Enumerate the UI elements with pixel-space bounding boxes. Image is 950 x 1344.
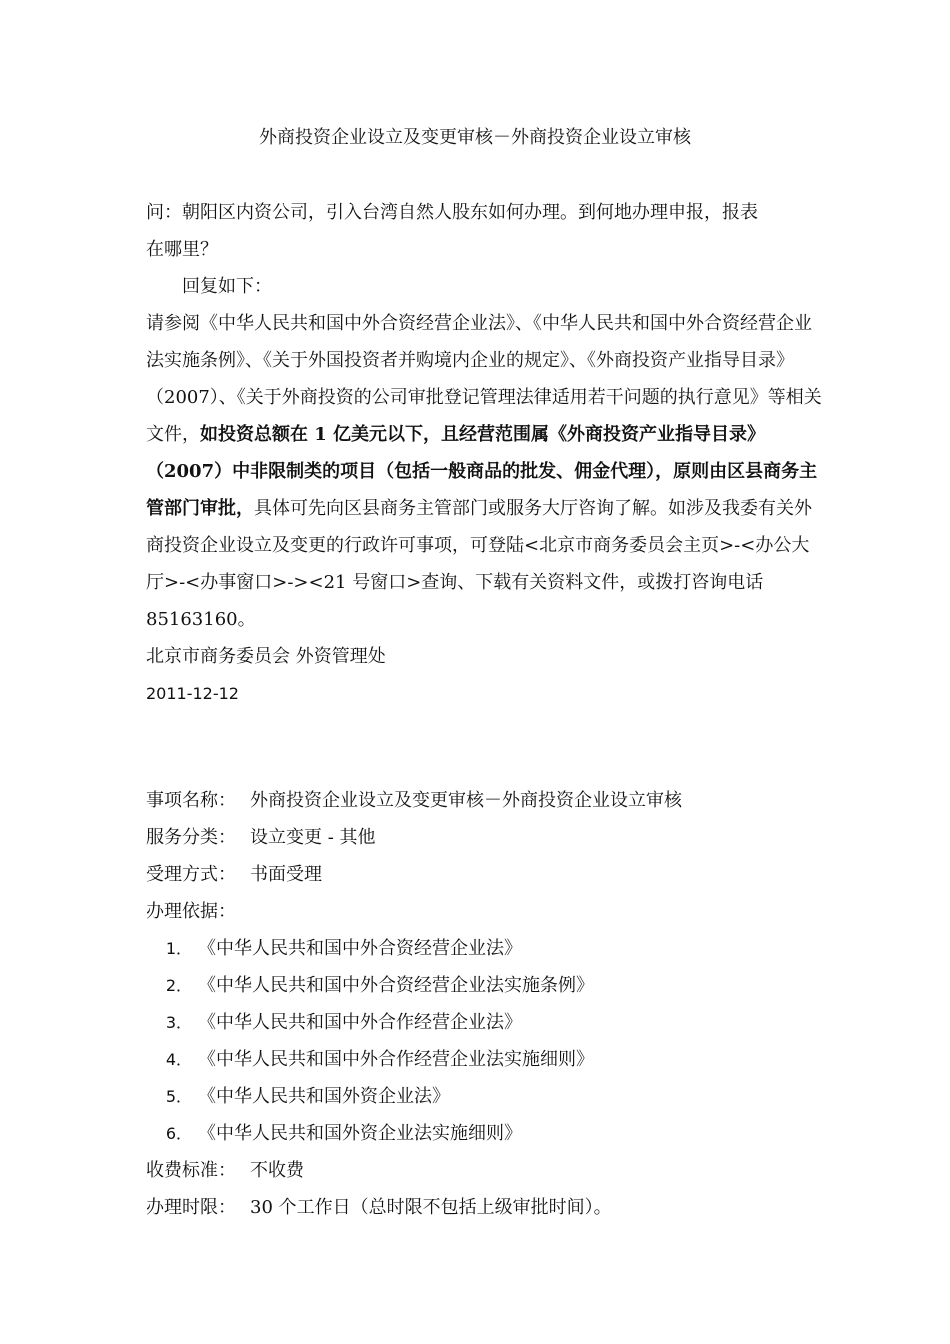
question-line-2: 在哪里？: [146, 239, 218, 260]
question-line-1: 问：朝阳区内资公司，引入台湾自然人股东如何办理。到何地办理申报，报表: [146, 202, 758, 223]
document-title: 外商投资企业设立及变更审核－外商投资企业设立审核: [259, 127, 691, 148]
qa-section: [146, 194, 826, 712]
list-item: [146, 1041, 826, 1078]
fee-value: 不收费: [250, 1160, 304, 1181]
list-item-text: 《中华人民共和国外资企业法》: [198, 1086, 450, 1107]
list-item-number: 1．: [165, 939, 192, 958]
answer-text-2: 具体可先向区县商务主管部门或服务大厅咨询了解。如涉及我委有关外商投资企业设立及变更的行政许可事项，可登陆<北京市商务委员会主页>-<办公大厅>-<办事窗口>-><21 号窗口>查询、下载有关资料文件，或拨打咨询电话 85163160。: [146, 498, 812, 630]
list-item-text: 《中华人民共和国中外合作经营企业法实施细则》: [198, 1049, 594, 1070]
list-item: [146, 1115, 826, 1152]
item-name-row: [146, 782, 826, 819]
list-item-number: 6．: [165, 1124, 192, 1143]
list-item: [146, 1078, 826, 1115]
list-item-number: 3．: [165, 1013, 192, 1032]
date: 2011-12-12: [146, 684, 239, 703]
list-item: [146, 930, 826, 967]
basis-row: [146, 893, 826, 930]
list-item: [146, 967, 826, 1004]
list-item-text: 《中华人民共和国中外合作经营企业法》: [198, 1012, 522, 1033]
fee-row: [146, 1152, 826, 1189]
time-limit-value: 30 个工作日（总时限不包括上级审批时间）。: [250, 1197, 612, 1218]
list-item: [146, 1004, 826, 1041]
answer-bold-text: 如投资总额在 1 亿美元以下，且经营范围属《外商投资产业指导目录》（2007）中非限制类的项目（包括一般商品的批发、佣金代理），原则由区县商务主管部门审批，: [146, 424, 818, 519]
answer-text-1: 请参阅《中华人民共和国中外合资经营企业法》、《中华人民共和国中外合资经营企业法实施条例》、《关于外国投资者并购境内企业的规定》、《外商投资产业指导目录》（2007）、《关于外商投资的公司审批登记管理法律适用若干问题的执行意见》等相关文件，: [146, 313, 822, 445]
list-item-text: 《中华人民共和国中外合资经营企业法》: [198, 938, 522, 959]
category-row: [146, 819, 826, 856]
basis-label: 办理依据：: [146, 901, 236, 922]
method-label: 受理方式：: [146, 864, 236, 885]
fee-label: 收费标准：: [146, 1160, 236, 1181]
time-limit-label: 办理时限：: [146, 1197, 236, 1218]
list-item-text: 《中华人民共和国中外合资经营企业法实施条例》: [198, 975, 594, 996]
signature: 北京市商务委员会 外资管理处: [146, 646, 386, 667]
basis-list: [146, 930, 826, 1152]
list-item-number: 4．: [165, 1050, 192, 1069]
category-value: 设立变更 - 其他: [250, 827, 376, 848]
method-row: [146, 856, 826, 893]
list-item-number: 2．: [165, 976, 192, 995]
item-name-value: 外商投资企业设立及变更审核－外商投资企业设立审核: [250, 790, 682, 811]
item-info-section: [146, 782, 826, 1226]
category-label: 服务分类：: [146, 827, 236, 848]
reply-label: 回复如下：: [182, 276, 272, 297]
method-value: 书面受理: [250, 864, 322, 885]
answer-paragraph: [146, 305, 826, 638]
list-item-text: 《中华人民共和国外资企业法实施细则》: [198, 1123, 522, 1144]
list-item-number: 5．: [165, 1087, 192, 1106]
item-name-label: 事项名称：: [146, 790, 236, 811]
time-limit-row: [146, 1189, 826, 1226]
